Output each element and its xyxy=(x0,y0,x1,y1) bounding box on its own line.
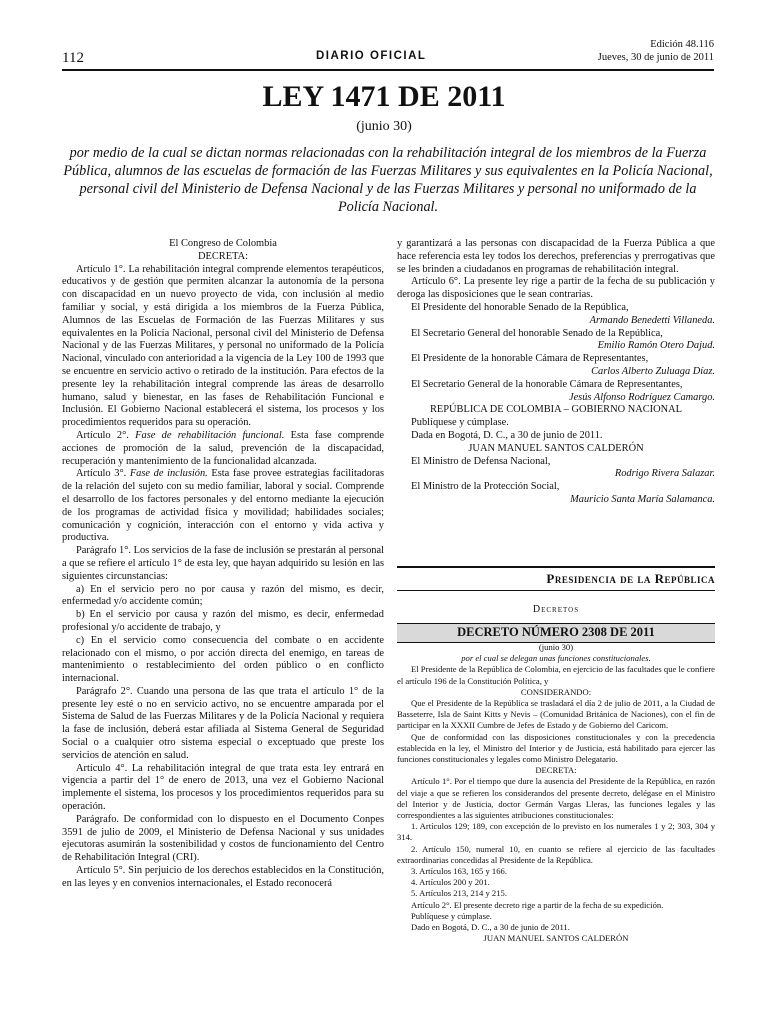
signer-3-role: El Presidente de la honorable Cámara de Representantes, xyxy=(411,353,649,365)
decree-title: DECRETO NÚMERO 2308 DE 2011 xyxy=(457,625,655,639)
page-number: 112 xyxy=(62,50,84,66)
presidencia-rule-top xyxy=(397,566,715,568)
signer-2-name: Emilio Ramón Otero Dajud. xyxy=(597,340,715,352)
article-6: Artículo 6°. La presente ley rige a partir de la fecha de su publicación y deroga las disposiciones que le sean contrarias. xyxy=(397,276,715,301)
article-3 xyxy=(62,468,384,545)
paragraph-1-a: a) En el servicio pero no por causa y razón del mismo, es decir, enfermedad y/o accidente común; xyxy=(62,583,384,608)
edition-number: Edición 48.116 xyxy=(650,39,714,50)
article-3-lead: Artículo 3°. xyxy=(76,468,130,480)
article-3-text: Esta fase provee estrategias facilitadoras de la relación del sujeto con su medio familiar, laboral y social. Comprende el desarrollo de los factores personales y del entorno mediante la ejecución de los programas de actividad física y movilidad; habilidades sociales; comunicación y cognición, interacción con el entorno y vida activa y productiva. xyxy=(62,468,384,544)
presidencia-rule-bottom xyxy=(397,590,715,591)
signer-1-role: El Presidente del honorable Senado de la República, xyxy=(411,301,629,313)
paragraph-1-c: c) En el servicio como consecuencia del combate o en accidente relacionado con el mismo, o por acción directa del enemigo, en tareas de mantenimiento o restablecimiento del orden público o en conflicto internacional. xyxy=(62,634,384,685)
article-4: Artículo 4°. La rehabilitación integral de que trata esta ley entrará en vigencia a partir del 1° de enero de 2013, una vez el Gobierno Nacional implemente el sistema, los procesos y los procedimientos requeridos para su operación. xyxy=(62,762,384,813)
law-title: LEY 1471 DE 2011 xyxy=(262,80,506,113)
signer-2-role: El Secretario General del honorable Senado de la República, xyxy=(411,327,663,339)
paragraph-1: Parágrafo 1°. Los servicios de la fase de inclusión se prestarán al personal a que se refiere el artículo 1° de esta ley, que hayan adquirido su lesión en las siguientes circunstancias: xyxy=(62,545,384,582)
minister-defense-name: Rodrigo Rivera Salazar. xyxy=(614,468,715,480)
minister-protection-name: Mauricio Santa María Salamanca. xyxy=(570,493,715,505)
congress-line: El Congreso de Colombia xyxy=(169,238,277,249)
considerando-heading: CONSIDERANDO: xyxy=(520,686,592,697)
article-3-title: Fase de inclusión. xyxy=(129,468,208,480)
article-5: Artículo 5°. Sin perjuicio de los derechos establecidos en la Constitución, en las leyes y en convenios internacionales, el Estado reconocerá xyxy=(62,865,384,889)
decree-intro: El Presidente de la República de Colombia, en ejercicio de las facultades que le confiere el artículo 196 de la Constitución Política, y xyxy=(397,664,715,686)
considerando-2: Que de conformidad con las disposiciones constitucionales y con la precedencia establecida en la ley, el Ministro del Interior y de Justicia, está habilitado para ejercer las funciones constitucionales y legales como Ministro Delegatario. xyxy=(397,731,715,765)
decree-item-4: 4. Artículos 200 y 201. xyxy=(411,877,490,888)
decree-dado: Dado en Bogotá, D. C., a 30 de junio de 2011. xyxy=(411,922,570,933)
article-2-text: Esta fase comprende acciones de promoción de la salud, prevención de la discapacidad, recuperación y mantenimiento de la funcionalidad alcanzada. xyxy=(62,429,384,467)
signer-3-name: Carlos Alberto Zuluaga Díaz. xyxy=(591,365,715,377)
publication-date: Jueves, 30 de junio de 2011 xyxy=(597,52,714,63)
decree-article-1: Artículo 1°. Por el tiempo que dure la ausencia del Presidente de la República, en razón del viaje a que se refieren los considerandos del presente decreto, delégase en el Ministro del Interior y de Justicia, doctor Germán Vargas Lleras, las funciones legales y las correspondientes a las siguientes atribuciones constitucionales: xyxy=(397,776,715,821)
decree-decreta: DECRETA: xyxy=(535,765,577,776)
edition-info xyxy=(598,38,714,64)
article-5-continued: y garantizará a las personas con discapacidad de la Fuerza Pública a que hace referencia esta ley todos los derechos, preferencias y prerrogativas que se les brinden a ciudadanos en programas de rehabilitación integral. xyxy=(397,238,715,275)
dada-line: Dada en Bogotá, D. C., a 30 de junio de 2011. xyxy=(411,429,603,441)
law-date: (junio 30) xyxy=(356,119,412,134)
paragraph-1-b: b) En el servicio por causa y razón del mismo, es decir, enfermedad profesional y/o accidente de trabajo, y xyxy=(62,609,384,633)
article-2-title: Fase de rehabilitación funcional. xyxy=(135,429,285,441)
left-column xyxy=(62,238,384,891)
signer-4-name: Jesús Alfonso Rodríguez Camargo. xyxy=(568,391,715,403)
signer-1-name: Armando Benedetti Villaneda. xyxy=(589,314,715,326)
decree-date: (junio 30) xyxy=(538,642,574,652)
decree-body xyxy=(397,642,715,944)
minister-defense-role: El Ministro de Defensa Nacional, xyxy=(411,455,551,467)
publication-name: DIARIO OFICIAL xyxy=(316,50,427,62)
decree-item-3: 3. Artículos 163, 165 y 166. xyxy=(411,866,507,877)
publiquese-line: Publíquese y cúmplase. xyxy=(411,417,509,429)
president-name: JUAN MANUEL SANTOS CALDERÓN xyxy=(468,442,644,454)
considerando-1: Que el Presidente de la República se trasladará el día 2 de julio de 2011, a la Ciudad de Basseterre, Isla de Saint Kitts y Nevis – (Comunidad Británica de Naciones), con el fin de participar en la XXXII Cumbre de Jefes de Estado y de Gobierno del Caricom. xyxy=(397,698,715,731)
article-2 xyxy=(62,430,384,468)
decretos-heading: Decretos xyxy=(532,604,580,615)
decree-item-5: 5. Artículos 213, 214 y 215. xyxy=(411,888,507,899)
header-rule xyxy=(62,69,714,71)
article-1: Artículo 1°. La rehabilitación integral comprende elementos terapéuticos, educativos y de gestión que permiten alcanzar la autonomía de la persona con discapacidad en un nuevo proyecto de vida, con inclusión al medio familiar y social, y está dirigida a los miembros de la Fuerza Pública, Alumnos de las Escuelas de Formación de las Fuerzas Militares y sus equivalentes en la Policía Nacional, personal civil del Ministerio de Defensa Nacional y de las Fuerzas Militares, y personal no uniformado de la Policía Nacional, vinculado con anterioridad a la vigencia de la Ley 100 de 1993 que se encuentre en servicio activo o retirado de la institución. Para efectos de la presente ley la rehabilitación integral comprende las áreas de desarrollo humano, salud y bienestar, en las fases de Rehabilitación Funcional e Inclusión. El Gobierno Nacional establecerá el sistema, los procesos y los procedimientos requeridos para su operación. xyxy=(62,263,384,429)
decreta-heading: DECRETA: xyxy=(198,250,248,262)
decree-article-2: Artículo 2°. El presente decreto rige a partir de la fecha de su expedición. xyxy=(411,899,664,910)
law-description: por medio de la cual se dictan normas relacionadas con la rehabilitación integral de los miembros de la Fuerza Pública, alumnos de las escuelas de formación de las Fuerzas Militares y sus equivalentes en la Policía Nacional, personal civil del Ministerio de Defensa Nacional y de las Fuerzas Militares y personal no uniformado de la Policía Nacional. xyxy=(63,145,713,215)
minister-protection-role: El Ministro de la Protección Social, xyxy=(411,481,560,493)
presidencia-heading: Presidencia de la República xyxy=(546,571,715,586)
article-2-lead: Artículo 2°. xyxy=(76,429,136,441)
decree-president: JUAN MANUEL SANTOS CALDERÓN xyxy=(483,933,629,944)
paragraph-conpes: Parágrafo. De conformidad con lo dispuesto en el Documento Conpes 3591 de julio de 2009, el Ministerio de Defensa Nacional y sus unidades ejecutoras asumirán la sostenibilidad y costos de funcionamiento del Centro de Rehabilitación Integral (CRI). xyxy=(62,813,384,864)
government-line: REPÚBLICA DE COLOMBIA – GOBIERNO NACIONAL xyxy=(430,404,682,416)
paragraph-2: Parágrafo 2°. Cuando una persona de las que trata el artículo 1° de la presente ley esté o no en servicio activo, no se encuentre amparada por el Sistema de Salud de las Fuerzas Militares y de la Policía Nacional y requiera la fase de inclusión, deberá estar afiliada al Sistema General de Seguridad Social o a cualquier otro sistema especial o exceptuado que preste los servicios de atención en salud. xyxy=(62,685,384,761)
signer-4-role: El Secretario General de la honorable Cámara de Representantes, xyxy=(411,378,683,390)
decree-item-2: 2. Artículo 150, numeral 10, en cuanto se refiere al ejercicio de las facultades extraordinarias concedidas al Presidente de la República. xyxy=(397,843,715,865)
decree-publiquese: Publíquese y cúmplase. xyxy=(411,910,492,921)
decree-subtitle: por el cual se delegan unas funciones constitucionales. xyxy=(461,653,651,664)
right-column xyxy=(397,238,715,507)
decree-item-1: 1. Artículos 129; 189, con excepción de lo previsto en los numerales 1 y 2; 303, 304 y 314. xyxy=(397,821,715,843)
